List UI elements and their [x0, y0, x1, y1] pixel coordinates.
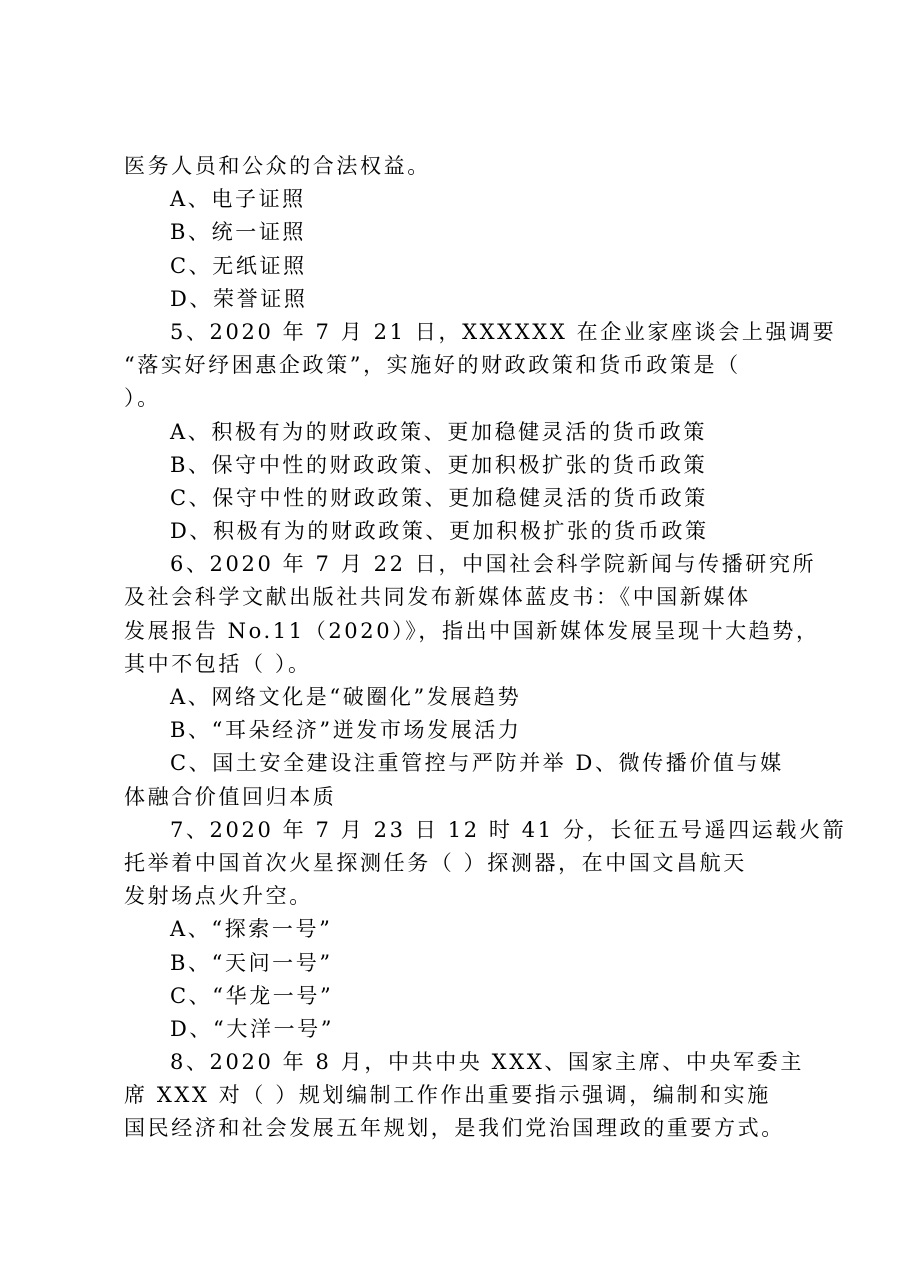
option-line: D、“大洋一号” — [170, 1016, 335, 1041]
option-line: A、积极有为的财政政策、更加稳健灵活的货币政策 — [170, 419, 707, 444]
text-line: 医务人员和公众的合法权益。 — [124, 154, 431, 178]
option-line: A、网络文化是“破圈化”发展趋势 — [170, 685, 522, 709]
text-line: “落实好纾困惠企政策”，实施好的财政政策和货币政策是（ — [124, 353, 741, 378]
option-line: C、国土安全建设注重管控与严防并举 D、微传播价值与媒 — [170, 751, 784, 776]
text-line: 发射场点火升空。 — [124, 884, 313, 909]
text-line: 发展报告 No.11（2020）》，指出中国新媒体发展呈现十大趋势， — [124, 618, 820, 643]
text-line: 及社会科学文献出版社共同发布新媒体蓝皮书：《中国新媒体 — [124, 585, 751, 610]
document-body — [124, 150, 847, 1146]
option-line: C、保守中性的财政政策、更加稳健灵活的货币政策 — [170, 485, 708, 510]
option-line: C、无纸证照 — [170, 253, 307, 278]
option-line: A、“探索一号” — [170, 917, 333, 942]
question-line: 7、2020 年 7 月 23 日 12 时 41 分，长征五号遥四运载火箭 — [170, 817, 847, 842]
option-line: B、统一证照 — [170, 220, 307, 245]
text-line: 体融合价值回归本质 — [124, 784, 337, 809]
text-line: 席 XXX 对（ ）规划编制工作作出重要指示强调，编制和实施 — [124, 1083, 771, 1108]
text-line: ）。 — [124, 386, 161, 411]
option-line: D、荣誉证照 — [170, 286, 308, 311]
question-line: 6、2020 年 7 月 22 日，中国社会科学院新闻与传播研究所 — [170, 552, 817, 577]
option-line: B、“耳朵经济”迸发市场发展活力 — [170, 718, 522, 743]
option-line: C、“华龙一号” — [170, 983, 334, 1008]
text-line: 国民经济和社会发展五年规划，是我们党治国理政的重要方式。 — [124, 1116, 785, 1141]
question-line: 8、2020 年 8 月，中共中央 XXX、国家主席、中央军委主 — [170, 1050, 804, 1075]
text-line: 其中不包括（ ）。 — [124, 651, 312, 676]
option-line: D、积极有为的财政政策、更加积极扩张的货币政策 — [170, 519, 709, 544]
question-line: 5、2020 年 7 月 21 日，XXXXXX 在企业家座谈会上强调要 — [170, 319, 837, 344]
option-line: A、电子证照 — [170, 187, 306, 212]
text-line: 托举着中国首次火星探测任务（ ）探测器，在中国文昌航天 — [124, 850, 747, 875]
option-line: B、保守中性的财政政策、更加积极扩张的货币政策 — [170, 452, 708, 477]
option-line: B、“天问一号” — [170, 950, 333, 975]
